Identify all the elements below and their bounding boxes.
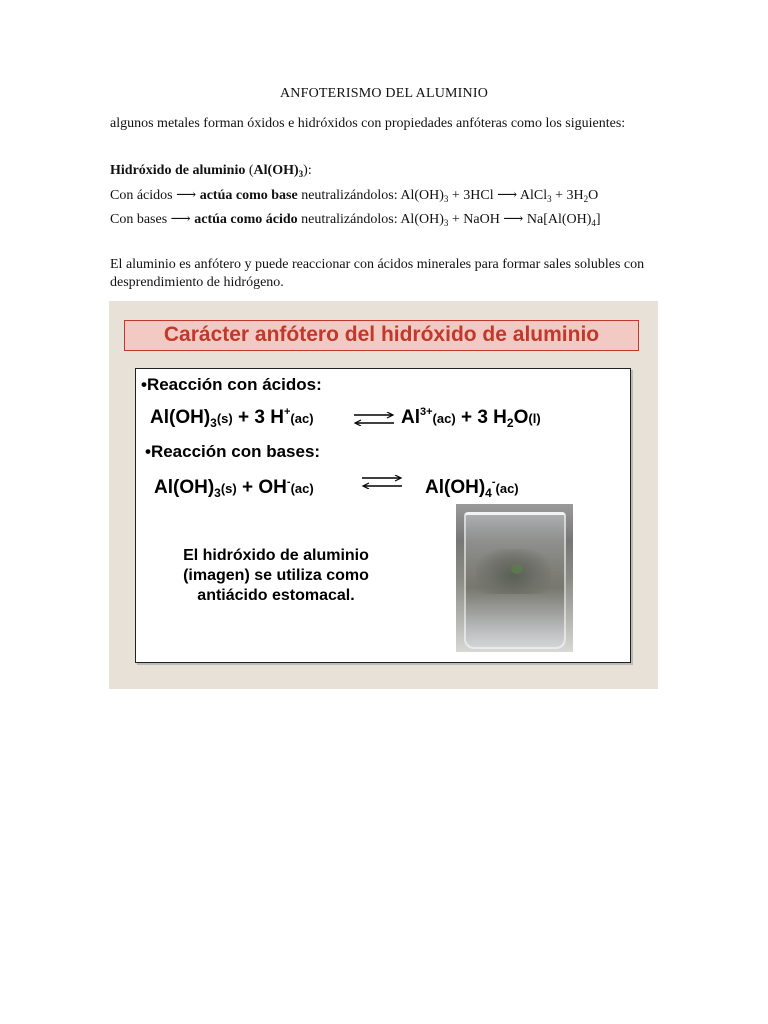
acid-eq-water-o: O xyxy=(513,407,529,428)
base-eq-aluminate-charge: - xyxy=(491,476,496,488)
heading-colon: : xyxy=(307,163,312,178)
base-equation-rhs xyxy=(425,477,519,499)
acid-line-sub3: 2 xyxy=(583,194,589,204)
base-line-rest2: ] xyxy=(595,212,601,227)
base-eq-reactant-sub: 3 xyxy=(214,486,221,500)
base-line-sub2: 4 xyxy=(591,218,596,228)
antacid-caption-line1: El hidróxido de aluminio xyxy=(183,547,369,564)
acid-reaction-bullet: •Reacción con ácidos: xyxy=(141,375,322,394)
acid-line-rest3: O xyxy=(588,188,599,203)
acid-eq-water-phase: (l) xyxy=(528,411,541,426)
acid-eq-aluminum-charge: 3+ xyxy=(420,406,433,418)
slide-title: Carácter anfótero del hidróxido de aluminio xyxy=(163,323,600,346)
acid-equation-rhs xyxy=(401,407,541,429)
base-line-prefix: Con bases ⟶ xyxy=(110,212,195,227)
acid-line-sub2: 3 xyxy=(547,194,552,204)
base-eq-aluminate-phase: (ac) xyxy=(495,481,519,496)
base-eq-reactant-phase: (s) xyxy=(220,481,237,496)
acid-line-sub1: 3 xyxy=(443,194,449,204)
antacid-caption-line3: antiácido estomacal. xyxy=(197,587,355,604)
base-equation-lhs xyxy=(154,477,314,499)
acid-eq-aluminum-phase: (ac) xyxy=(432,411,456,426)
slide-title-box xyxy=(124,320,639,351)
acid-reaction-line xyxy=(110,187,598,205)
acid-eq-water: + 3 H xyxy=(455,407,507,428)
beaker-photo xyxy=(456,504,573,652)
acid-eq-reactant: Al(OH) xyxy=(150,407,211,428)
acid-equation-lhs xyxy=(150,407,314,429)
heading-formula-sub: 3 xyxy=(298,169,304,179)
hydroxide-heading-bold: Hidróxido de aluminio xyxy=(110,163,246,178)
heading-formula-main: Al(OH) xyxy=(253,163,299,178)
base-eq-reactant: Al(OH) xyxy=(154,477,215,498)
equilibrium-arrows-icon xyxy=(352,412,396,426)
base-eq-hydroxide: + OH xyxy=(236,477,287,498)
closing-paragraph: El aluminio es anfótero y puede reaccionar con ácidos minerales para formar sales solubles con desprendimiento de hidrógeno. xyxy=(110,257,645,290)
acid-eq-water-sub: 2 xyxy=(506,416,514,430)
acid-line-prefix: Con ácidos ⟶ xyxy=(110,188,200,203)
base-line-sub1: 3 xyxy=(443,218,449,228)
acid-eq-proton: + 3 H xyxy=(232,407,284,428)
base-line-rest1: + NaOH ⟶ Na[Al(OH) xyxy=(448,212,592,227)
antacid-caption xyxy=(156,546,396,606)
base-reaction-line xyxy=(110,211,601,229)
document-title: ANFOTERISMO DEL ALUMINIO xyxy=(279,86,489,101)
acid-eq-reactant-phase: (s) xyxy=(216,411,233,426)
acid-eq-aluminum-ion: Al xyxy=(401,407,420,428)
acid-eq-proton-charge: + xyxy=(283,406,291,418)
equilibrium-arrows-base-icon xyxy=(360,475,404,489)
base-eq-hydroxide-phase: (ac) xyxy=(290,481,314,496)
acid-line-bold: actúa como base xyxy=(199,188,298,203)
base-line-bold: actúa como ácido xyxy=(194,212,298,227)
beaker-green-spot xyxy=(511,564,523,574)
acid-eq-reactant-sub: 3 xyxy=(210,416,217,430)
heading-formula xyxy=(254,163,304,178)
base-eq-aluminate: Al(OH) xyxy=(425,477,486,498)
slide-image xyxy=(109,301,658,689)
antacid-caption-line2: (imagen) se utiliza como xyxy=(183,567,369,584)
acid-eq-proton-phase: (ac) xyxy=(290,411,314,426)
slide-content-panel xyxy=(135,368,631,663)
base-line-middle: neutralizándolos: Al(OH) xyxy=(297,212,444,227)
heading-paren-close: ) xyxy=(303,163,308,178)
base-eq-aluminate-sub: 4 xyxy=(485,486,492,500)
hydroxide-heading xyxy=(110,162,312,180)
heading-paren-open: ( xyxy=(245,163,254,178)
intro-paragraph: algunos metales forman óxidos e hidróxidos con propiedades anfóteras como los siguientes: xyxy=(110,116,626,131)
base-reaction-bullet: •Reacción con bases: xyxy=(145,442,321,461)
acid-line-middle: neutralizándolos: Al(OH) xyxy=(297,188,444,203)
base-eq-hydroxide-charge: - xyxy=(286,476,291,488)
acid-line-rest1: + 3HCl ⟶ AlCl xyxy=(448,188,548,203)
acid-line-rest2: + 3H xyxy=(551,188,584,203)
